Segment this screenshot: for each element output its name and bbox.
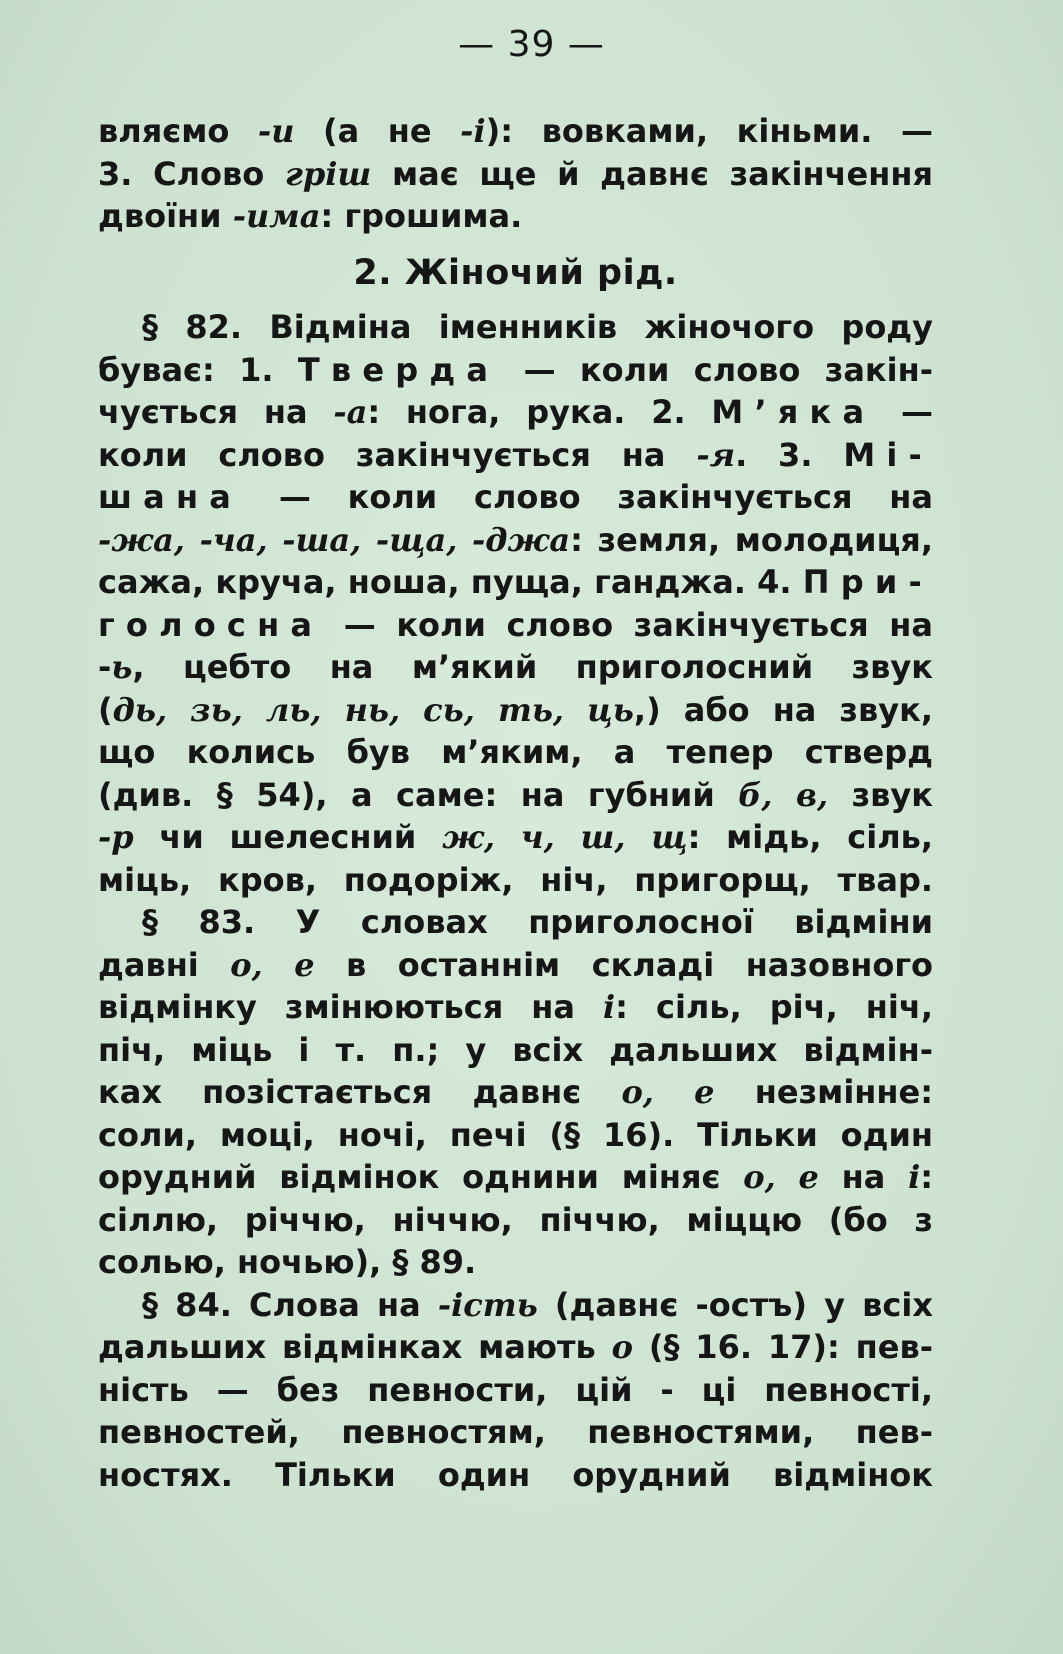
text-line: -жа, -ча, -ша, -ща, -джа: земля, молодиця, — [98, 520, 933, 559]
italic-term: о, е — [230, 945, 315, 984]
italic-term: о, е — [743, 1158, 819, 1196]
italic-term: -р — [98, 818, 134, 856]
text-line: голосна — коли слово закінчується на — [98, 605, 933, 644]
text-line: сіллю, річчю, ніччю, піччю, міццю (бо з — [98, 1200, 933, 1239]
italic-term: б, в, — [738, 775, 829, 814]
text-line: давні о, е в останнім складі назовного — [98, 945, 933, 984]
italic-term: дь, зь, ль, нь, сь, ть, ць — [112, 690, 634, 729]
italic-term: -има — [232, 197, 321, 235]
text-line: § 83. У словах приголосної відміни — [142, 903, 933, 941]
text-line: піч, міць і т. п.; у всіх дальших відмін- — [98, 1030, 933, 1069]
italic-term: гріш — [284, 154, 372, 193]
spaced-term: М’яка — [711, 393, 876, 431]
text-line: § 84. Слова на -ість (давнє -остъ) у всіх — [142, 1285, 933, 1324]
text-line: сажа, круча, ноша, пуща, ганджа. 4. При- — [98, 563, 933, 601]
italic-term: -я — [696, 435, 736, 474]
text-line: чується на -а: нога, рука. 2. М’яка — — [98, 393, 933, 431]
spaced-term: При- — [802, 563, 933, 601]
spaced-term: Мі- — [843, 435, 933, 474]
text-line: 3. Слово гріш має ще й давнє закінчення — [98, 154, 933, 193]
text-line: -ь, цебто на м’який приголосний звук — [98, 648, 933, 686]
italic-term: і — [603, 988, 616, 1026]
text-line: шана — коли слово закінчується на — [98, 478, 933, 516]
text-line: § 82. Відміна іменників жіночого роду — [142, 308, 933, 346]
text-line: ках позістається давнє о, е незмінне: — [98, 1073, 933, 1111]
italic-term: о, е — [621, 1073, 715, 1111]
spaced-term: голосна — [98, 605, 324, 644]
italic-term: о — [611, 1328, 633, 1366]
text-line: дальших відмінках мають о (§ 16. 17): пев- — [98, 1328, 933, 1366]
text-line: соли, моці, ночі, печі (§ 16). Тільки один — [98, 1115, 933, 1154]
text-line: -р чи шелесний ж, ч, ш, щ: мідь, сіль, — [98, 818, 933, 856]
body-text — [98, 110, 933, 1496]
page-number: — 39 — — [458, 24, 605, 65]
italic-term: ж, ч, ш, щ — [442, 818, 688, 856]
text-line: солью, ночью), § 89. — [98, 1243, 477, 1281]
spaced-term: шана — [98, 478, 243, 516]
italic-term: -и — [257, 112, 295, 150]
italic-term: -а — [333, 393, 368, 431]
text-line: вляємо -и (а не -і): вовками, кіньми. — — [98, 112, 933, 150]
spaced-term: Тверда — [297, 350, 500, 389]
text-line: коли слово закінчується на -я. 3. Мі- — [98, 435, 933, 474]
text-line: (див. § 54), а саме: на губний б, в, звук — [98, 775, 933, 814]
text-line: (дь, зь, ль, нь, сь, ть, ць,) або на звук, — [98, 690, 933, 729]
italic-term: ь — [111, 648, 133, 686]
text-line: ностях. Тільки один орудний відмінок — [98, 1455, 933, 1494]
section-heading: 2. Жіночий рід. — [353, 252, 678, 293]
text-line: буває: 1. Тверда — коли слово закін- — [98, 350, 933, 389]
text-line: що колись був м’яким, а тепер стверд — [98, 733, 933, 771]
italic-term: -і — [460, 112, 486, 150]
text-line: орудний відмінок однини міняє о, е на і: — [98, 1158, 933, 1196]
text-line: двоїни -има: грошима. — [98, 197, 523, 235]
text-line: міць, кров, подоріж, ніч, пригорщ, твар. — [98, 860, 933, 899]
italic-term: -ість — [437, 1285, 538, 1324]
text-line: певностей, певностям, певностями, пев- — [98, 1413, 933, 1451]
italic-term: -жа, -ча, -ша, -ща, -джа — [98, 520, 571, 559]
text-line: відмінку змінюються на і: сіль, річ, ніч, — [98, 988, 933, 1026]
italic-term: і — [908, 1158, 921, 1196]
text-line: ність — без певности, цій - ці певності, — [98, 1370, 933, 1409]
